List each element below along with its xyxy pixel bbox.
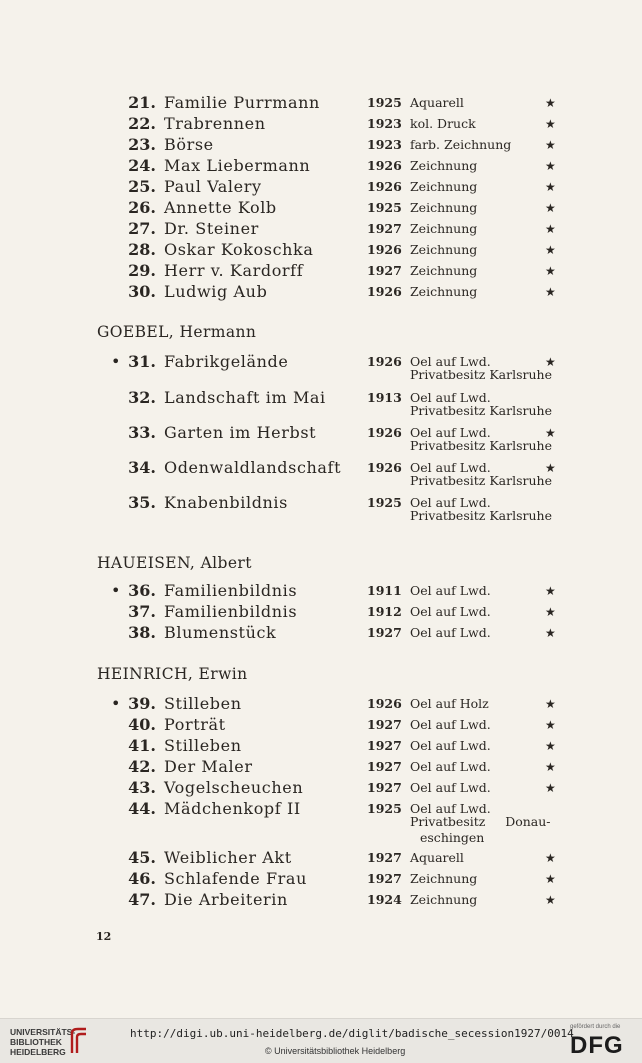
star-icon: ★ bbox=[545, 718, 556, 732]
entry-title: Dr. Steiner bbox=[164, 219, 259, 238]
entry-year: 1927 bbox=[367, 850, 402, 865]
catalog-entry bbox=[0, 352, 642, 388]
library-name-line: HEIDELBERG bbox=[10, 1047, 66, 1057]
catalog-entry bbox=[0, 869, 642, 891]
entry-technique: Zeichnung bbox=[410, 263, 478, 278]
entry-number: 22. bbox=[128, 114, 156, 133]
entry-technique: Oel auf Lwd. bbox=[410, 625, 491, 640]
entry-technique: Aquarell bbox=[410, 95, 464, 110]
star-icon: ★ bbox=[545, 159, 556, 173]
entry-technique: Zeichnung bbox=[410, 179, 478, 194]
catalog-entry bbox=[0, 890, 642, 912]
entry-title: Der Maler bbox=[164, 757, 253, 776]
entry-technique: Zeichnung bbox=[410, 200, 478, 215]
library-emblem-icon bbox=[68, 1027, 90, 1055]
entry-year: 1927 bbox=[367, 263, 402, 278]
catalog-entry bbox=[0, 282, 642, 304]
entry-title: Landschaft im Mai bbox=[164, 388, 326, 407]
entry-title: Fabrikgelände bbox=[164, 352, 289, 371]
entry-provenance: Privatbesitz Karlsruhe bbox=[410, 367, 552, 382]
entry-technique: Oel auf Lwd. bbox=[410, 425, 491, 440]
entry-number: 37. bbox=[128, 602, 156, 621]
entry-year: 1925 bbox=[367, 95, 402, 110]
entry-provenance-continued: eschingen bbox=[420, 830, 485, 845]
entry-number: 30. bbox=[128, 282, 156, 301]
entry-title: Oskar Kokoschka bbox=[164, 240, 314, 259]
entry-title: Knabenbildnis bbox=[164, 493, 288, 512]
entry-year: 1923 bbox=[367, 137, 402, 152]
catalog-entry bbox=[0, 114, 642, 136]
entry-number: 46. bbox=[128, 869, 156, 888]
entry-title: Weiblicher Akt bbox=[164, 848, 292, 867]
catalog-entry bbox=[0, 198, 642, 220]
star-icon: ★ bbox=[545, 893, 556, 907]
entry-number: 47. bbox=[128, 890, 156, 909]
dfg-logo[interactable]: DFG bbox=[570, 1032, 624, 1059]
catalog-entry bbox=[0, 261, 642, 283]
entry-year: 1924 bbox=[367, 892, 402, 907]
entry-title: Stilleben bbox=[164, 736, 242, 755]
entry-title: Mädchenkopf II bbox=[164, 799, 301, 818]
entry-year: 1923 bbox=[367, 116, 402, 131]
entry-technique: Zeichnung bbox=[410, 221, 478, 236]
star-icon: ★ bbox=[545, 872, 556, 886]
bullet-icon: • bbox=[111, 352, 121, 371]
star-icon: ★ bbox=[545, 264, 556, 278]
entry-title: Vogelscheuchen bbox=[164, 778, 304, 797]
catalog-entry bbox=[0, 240, 642, 262]
entry-title: Ludwig Aub bbox=[164, 282, 268, 301]
artist-heading: GOEBEL, Hermann bbox=[97, 323, 257, 341]
entry-technique: Oel auf Lwd. bbox=[410, 738, 491, 753]
entry-year: 1927 bbox=[367, 221, 402, 236]
entry-number: 28. bbox=[128, 240, 156, 259]
entry-title: Odenwaldlandschaft bbox=[164, 458, 342, 477]
entry-year: 1912 bbox=[367, 604, 402, 619]
star-icon: ★ bbox=[545, 180, 556, 194]
entry-number: 25. bbox=[128, 177, 156, 196]
entry-year: 1926 bbox=[367, 284, 402, 299]
entry-technique: Oel auf Lwd. bbox=[410, 759, 491, 774]
entry-number: 23. bbox=[128, 135, 156, 154]
entry-technique: farb. Zeichnung bbox=[410, 137, 512, 152]
catalog-entry bbox=[0, 135, 642, 157]
entry-technique: Zeichnung bbox=[410, 892, 478, 907]
copyright-notice: © Universitätsbibliothek Heidelberg bbox=[265, 1046, 406, 1056]
entry-title: Porträt bbox=[164, 715, 226, 734]
entry-technique: Zeichnung bbox=[410, 158, 478, 173]
entry-year: 1927 bbox=[367, 738, 402, 753]
entry-number: 39. bbox=[128, 694, 156, 713]
star-icon: ★ bbox=[545, 355, 556, 369]
entry-year: 1911 bbox=[367, 583, 402, 598]
artist-heading: HEINRICH, Erwin bbox=[97, 665, 248, 683]
entry-title: Paul Valery bbox=[164, 177, 262, 196]
entry-title: Die Arbeiterin bbox=[164, 890, 288, 909]
catalog-entry bbox=[0, 602, 642, 624]
entry-technique: Aquarell bbox=[410, 850, 464, 865]
entry-year: 1926 bbox=[367, 460, 402, 475]
entry-title: Herr v. Kardorff bbox=[164, 261, 304, 280]
catalog-entry bbox=[0, 694, 642, 716]
entry-year: 1926 bbox=[367, 242, 402, 257]
catalog-entry bbox=[0, 458, 642, 494]
artist-heading: HAUEISEN, Albert bbox=[97, 554, 252, 572]
catalog-entry bbox=[0, 156, 642, 178]
star-icon: ★ bbox=[545, 851, 556, 865]
entry-title: Familienbildnis bbox=[164, 581, 298, 600]
entry-year: 1927 bbox=[367, 759, 402, 774]
star-icon: ★ bbox=[545, 584, 556, 598]
entry-year: 1927 bbox=[367, 871, 402, 886]
entry-number: 38. bbox=[128, 623, 156, 642]
catalog-entry bbox=[0, 799, 642, 849]
entry-number: 24. bbox=[128, 156, 156, 175]
bullet-icon: • bbox=[111, 581, 121, 600]
entry-number: 32. bbox=[128, 388, 156, 407]
entry-title: Annette Kolb bbox=[164, 198, 277, 217]
entry-title: Schlafende Frau bbox=[164, 869, 307, 888]
entry-number: 44. bbox=[128, 799, 156, 818]
star-icon: ★ bbox=[545, 781, 556, 795]
library-logo[interactable] bbox=[10, 1027, 75, 1057]
entry-technique: Oel auf Lwd. bbox=[410, 354, 491, 369]
entry-number: 31. bbox=[128, 352, 156, 371]
entry-number: 35. bbox=[128, 493, 156, 512]
entry-provenance: Privatbesitz Karlsruhe bbox=[410, 438, 552, 453]
star-icon: ★ bbox=[545, 461, 556, 475]
entry-number: 40. bbox=[128, 715, 156, 734]
catalog-entry bbox=[0, 757, 642, 779]
entry-year: 1927 bbox=[367, 780, 402, 795]
entry-technique: Oel auf Lwd. bbox=[410, 460, 491, 475]
entry-technique: Zeichnung bbox=[410, 871, 478, 886]
catalog-entry bbox=[0, 177, 642, 199]
catalog-entry bbox=[0, 715, 642, 737]
star-icon: ★ bbox=[545, 201, 556, 215]
entry-title: Max Liebermann bbox=[164, 156, 311, 175]
entry-number: 43. bbox=[128, 778, 156, 797]
entry-number: 36. bbox=[128, 581, 156, 600]
page-number: 12 bbox=[96, 930, 112, 943]
star-icon: ★ bbox=[545, 739, 556, 753]
entry-year: 1925 bbox=[367, 200, 402, 215]
funding-note: gefördert durch die bbox=[570, 1024, 621, 1030]
entry-provenance: Privatbesitz Karlsruhe bbox=[410, 508, 552, 523]
entry-title: Familie Purrmann bbox=[164, 93, 320, 112]
entry-technique: Zeichnung bbox=[410, 284, 478, 299]
entry-number: 26. bbox=[128, 198, 156, 217]
star-icon: ★ bbox=[545, 605, 556, 619]
star-icon: ★ bbox=[545, 138, 556, 152]
star-icon: ★ bbox=[545, 697, 556, 711]
entry-number: 34. bbox=[128, 458, 156, 477]
entry-year: 1926 bbox=[367, 179, 402, 194]
entry-year: 1926 bbox=[367, 696, 402, 711]
entry-year: 1925 bbox=[367, 495, 402, 510]
entry-provenance: Privatbesitz Donau- bbox=[410, 814, 551, 829]
entry-title: Garten im Herbst bbox=[164, 423, 317, 442]
catalog-entry bbox=[0, 778, 642, 800]
entry-provenance: Privatbesitz Karlsruhe bbox=[410, 473, 552, 488]
catalog-entry bbox=[0, 388, 642, 424]
footer-bar bbox=[0, 1018, 642, 1063]
entry-number: 41. bbox=[128, 736, 156, 755]
star-icon: ★ bbox=[545, 285, 556, 299]
entry-number: 42. bbox=[128, 757, 156, 776]
entry-number: 29. bbox=[128, 261, 156, 280]
catalog-entry bbox=[0, 581, 642, 603]
entry-technique: Zeichnung bbox=[410, 242, 478, 257]
catalog-entry bbox=[0, 736, 642, 758]
entry-title: Familienbildnis bbox=[164, 602, 298, 621]
catalog-entry bbox=[0, 423, 642, 459]
entry-technique: Oel auf Lwd. bbox=[410, 717, 491, 732]
entry-number: 21. bbox=[128, 93, 156, 112]
entry-year: 1925 bbox=[367, 801, 402, 816]
bullet-icon: • bbox=[111, 694, 121, 713]
library-name-line: BIBLIOTHEK bbox=[10, 1037, 62, 1047]
entry-year: 1926 bbox=[367, 158, 402, 173]
entry-technique: Oel auf Lwd. bbox=[410, 583, 491, 598]
entry-number: 45. bbox=[128, 848, 156, 867]
entry-technique: Oel auf Lwd. bbox=[410, 604, 491, 619]
library-name-line: UNIVERSITÄTS- bbox=[10, 1027, 76, 1037]
catalog-entry bbox=[0, 93, 642, 115]
entry-title: Börse bbox=[164, 135, 214, 154]
entry-provenance: Privatbesitz Karlsruhe bbox=[410, 403, 552, 418]
entry-title: Trabrennen bbox=[164, 114, 266, 133]
entry-year: 1913 bbox=[367, 390, 402, 405]
entry-technique: Oel auf Lwd. bbox=[410, 390, 491, 405]
entry-year: 1926 bbox=[367, 354, 402, 369]
star-icon: ★ bbox=[545, 760, 556, 774]
catalog-entry bbox=[0, 848, 642, 870]
star-icon: ★ bbox=[545, 426, 556, 440]
star-icon: ★ bbox=[545, 117, 556, 131]
catalog-entry bbox=[0, 623, 642, 645]
star-icon: ★ bbox=[545, 96, 556, 110]
entry-title: Stilleben bbox=[164, 694, 242, 713]
entry-year: 1927 bbox=[367, 625, 402, 640]
entry-technique: Oel auf Lwd. bbox=[410, 801, 491, 816]
entry-title: Blumenstück bbox=[164, 623, 277, 642]
entry-technique: kol. Druck bbox=[410, 116, 476, 131]
entry-number: 27. bbox=[128, 219, 156, 238]
entry-technique: Oel auf Lwd. bbox=[410, 495, 491, 510]
entry-technique: Oel auf Holz bbox=[410, 696, 489, 711]
permalink-url[interactable]: http://digi.ub.uni-heidelberg.de/diglit/badische_secession1927/0014 bbox=[130, 1027, 574, 1040]
star-icon: ★ bbox=[545, 222, 556, 236]
catalog-entry bbox=[0, 493, 642, 529]
entry-year: 1926 bbox=[367, 425, 402, 440]
star-icon: ★ bbox=[545, 243, 556, 257]
star-icon: ★ bbox=[545, 626, 556, 640]
catalog-entry bbox=[0, 219, 642, 241]
entry-year: 1927 bbox=[367, 717, 402, 732]
entry-technique: Oel auf Lwd. bbox=[410, 780, 491, 795]
entry-number: 33. bbox=[128, 423, 156, 442]
